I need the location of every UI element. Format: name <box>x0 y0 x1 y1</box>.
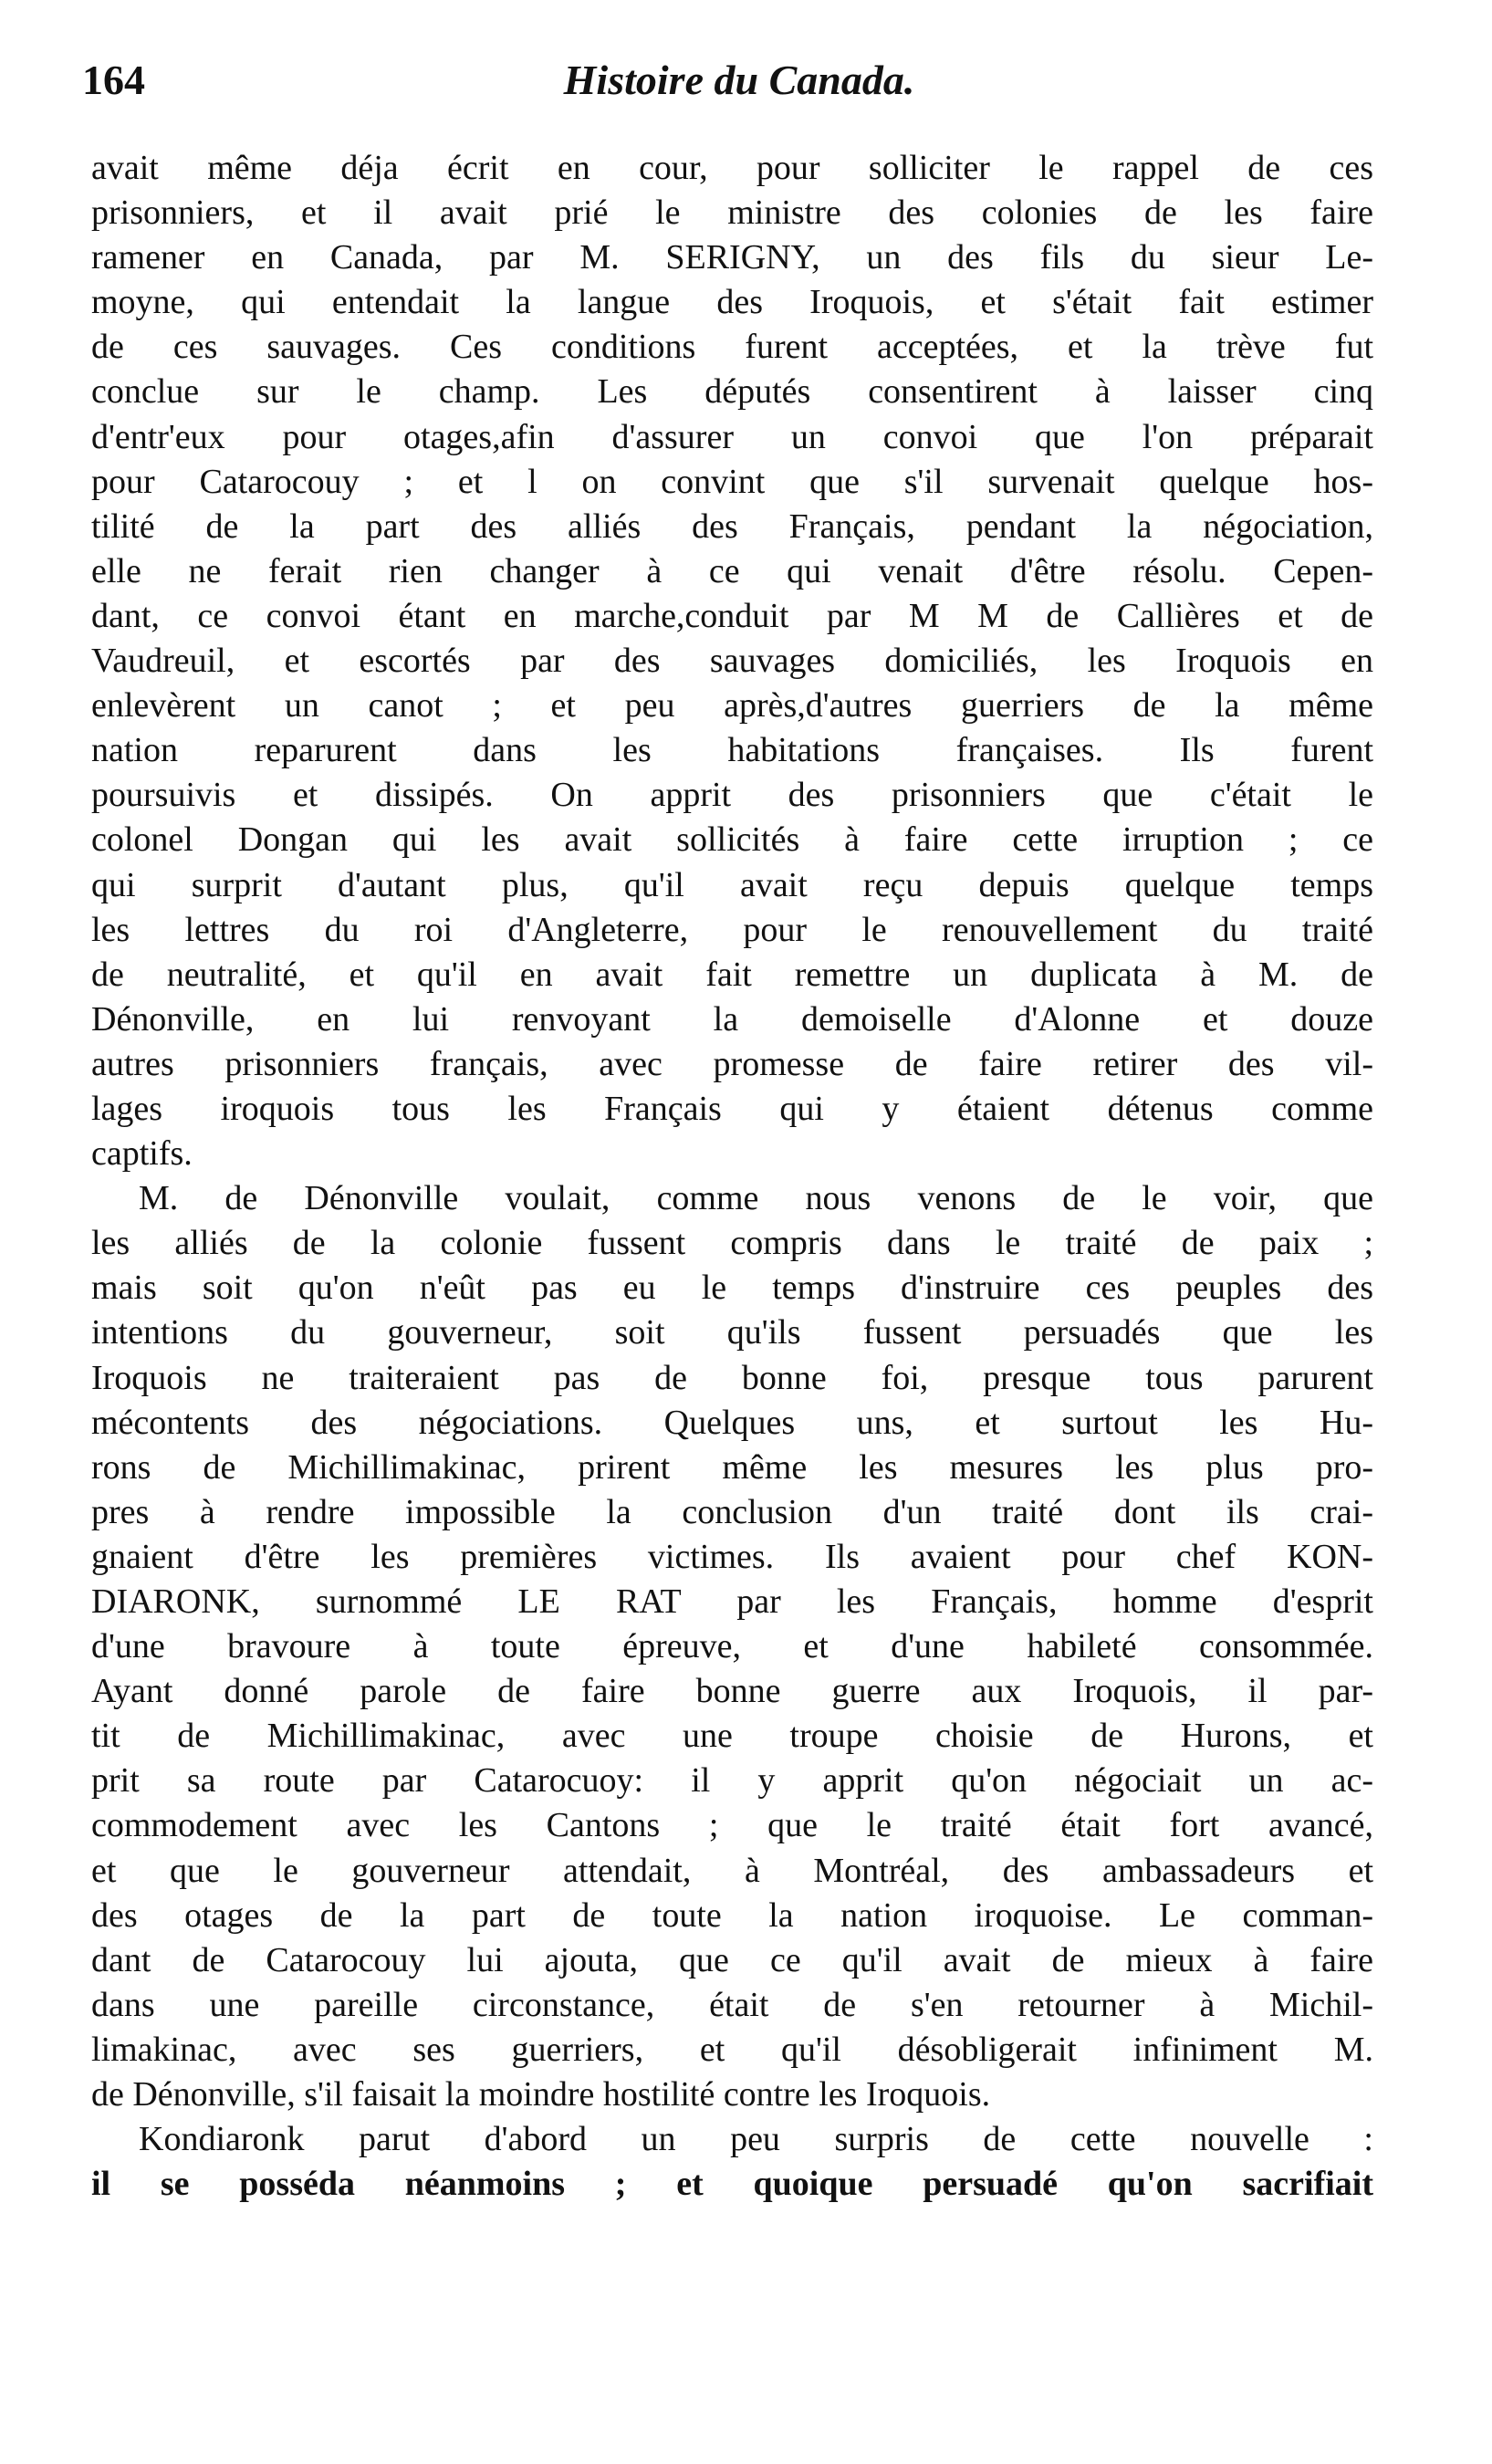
text-line: les alliés de la colonie fussent compris dans le traité de paix ; <box>91 1224 1373 1263</box>
text-line: des otages de la part de toute la nation iroquoise. Le comman- <box>91 1895 1373 1935</box>
text-line: commodement avec les Cantons ; que le traité était fort avancé, <box>91 1806 1373 1845</box>
text-line: de Dénonville, s'il faisait la moindre hostilité contre les Iroquois. <box>91 2075 991 2114</box>
text-line: poursuivis et dissipés. On apprit des prisonniers que c'était le <box>91 776 1373 815</box>
text-line: il se posséda néanmoins ; et quoique persuadé qu'on sacrifiait <box>91 2165 1373 2204</box>
text-line: moyne, qui entendait la langue des Iroquois, et s'était fait estimer <box>91 283 1373 322</box>
text-line: Ayant donné parole de faire bonne guerre aux Iroquois, il par- <box>91 1672 1373 1711</box>
body-text <box>91 146 1373 2207</box>
text-line: d'une bravoure à toute épreuve, et d'une habileté consommée. <box>91 1627 1373 1666</box>
text-line: tit de Michillimakinac, avec une troupe choisie de Hurons, et <box>91 1717 1373 1756</box>
text-line: dant de Catarocouy lui ajouta, que ce qu'il avait de mieux à faire <box>91 1940 1373 1979</box>
page-header <box>82 53 1396 108</box>
text-line: de ces sauvages. Ces conditions furent acceptées, et la trève fut <box>91 328 1373 367</box>
text-line: limakinac, avec ses guerriers, et qu'il désobligerait infiniment M. <box>91 2030 1373 2069</box>
text-line: Vaudreuil, et escortés par des sauvages domiciliés, les Iroquois en <box>91 642 1373 681</box>
text-line: lages iroquois tous les Français qui y étaient détenus comme <box>91 1089 1373 1128</box>
text-line: et que le gouverneur attendait, à Montréal, des ambassadeurs et <box>91 1851 1373 1890</box>
running-title: Histoire du Canada. <box>563 57 915 103</box>
text-line: intentions du gouverneur, soit qu'ils fussent persuadés que les <box>91 1313 1373 1352</box>
text-line: colonel Dongan qui les avait sollicités à faire cette irruption ; ce <box>91 820 1373 860</box>
text-line: pour Catarocouy ; et l on convint que s'il survenait quelque hos- <box>91 462 1373 501</box>
text-line: M. de Dénonville voulait, comme nous venons de le voir, que <box>139 1179 1373 1218</box>
text-line: pres à rendre impossible la conclusion d'un traité dont ils crai- <box>91 1492 1373 1531</box>
text-line: rons de Michillimakinac, prirent même les mesures les plus pro- <box>91 1447 1373 1487</box>
text-line: mais soit qu'on n'eût pas eu le temps d'instruire ces peuples des <box>91 1269 1373 1308</box>
text-line: prisonniers, et il avait prié le ministre des colonies de les faire <box>91 193 1373 233</box>
text-line: autres prisonniers français, avec promesse de faire retirer des vil- <box>91 1044 1373 1083</box>
text-line: enlevèrent un canot ; et peu après,d'autres guerriers de la même <box>91 686 1373 726</box>
text-line: Kondiaronk parut d'abord un peu surpris de cette nouvelle : <box>139 2120 1373 2159</box>
page-number: 164 <box>82 57 145 103</box>
text-line: avait même déja écrit en cour, pour solliciter le rappel de ces <box>91 149 1373 187</box>
text-line: Dénonville, en lui renvoyant la demoiselle d'Alonne et douze <box>91 999 1373 1039</box>
text-line: tilité de la part des alliés des Français, pendant la négociation, <box>91 506 1373 546</box>
text-line: elle ne ferait rien changer à ce qui venait d'être résolu. Cepen- <box>91 551 1373 590</box>
text-line: gnaient d'être les premières victimes. Ils avaient pour chef KON- <box>91 1537 1373 1576</box>
text-line: les lettres du roi d'Angleterre, pour le renouvellement du traité <box>91 910 1373 949</box>
text-line: de neutralité, et qu'il en avait fait remettre un duplicata à M. de <box>91 955 1373 994</box>
text-line: d'entr'eux pour otages,afin d'assurer un convoi que l'on préparait <box>91 417 1373 456</box>
text-line: Iroquois ne traiteraient pas de bonne foi, presque tous parurent <box>91 1358 1373 1397</box>
text-line: captifs. <box>91 1134 193 1174</box>
text-line: ramener en Canada, par M. SERIGNY, un des fils du sieur Le- <box>91 238 1373 277</box>
text-line: DIARONK, surnommé LE RAT par les Français, homme d'esprit <box>91 1582 1373 1621</box>
text-line: prit sa route par Catarocuoy: il y apprit qu'on négociait un ac- <box>91 1761 1373 1801</box>
text-line: conclue sur le champ. Les députés consentirent à laisser cinq <box>91 372 1373 412</box>
text-line: dant, ce convoi étant en marche,conduit par M M de Callières et de <box>91 596 1373 635</box>
text-line: qui surprit d'autant plus, qu'il avait reçu depuis quelque temps <box>91 865 1373 904</box>
text-line: nation reparurent dans les habitations françaises. Ils furent <box>91 731 1373 770</box>
text-line: dans une pareille circonstance, était de s'en retourner à Michil- <box>91 1985 1373 2024</box>
text-line: mécontents des négociations. Quelques uns, et surtout les Hu- <box>91 1403 1373 1442</box>
